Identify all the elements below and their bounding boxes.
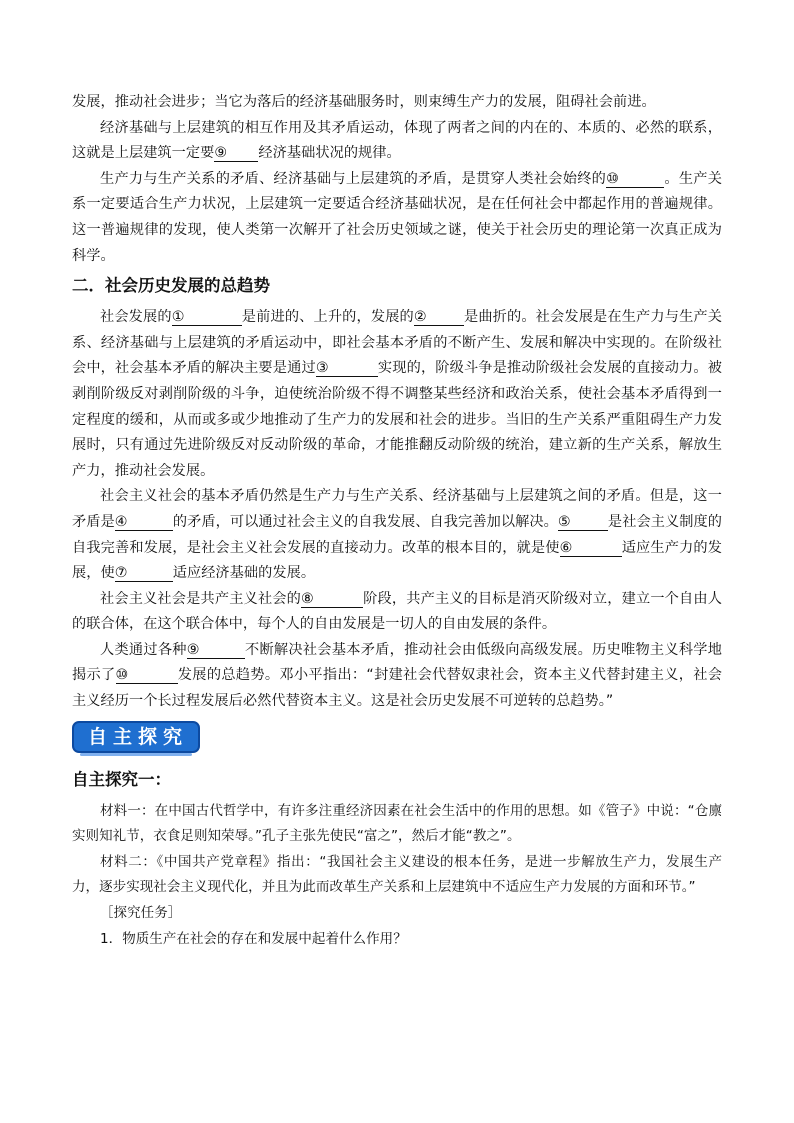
material-two: 材料二：《中国共产党章程》指出：“我国社会主义建设的根本任务，是进一步解放生产力，发展生产力，逐步实现社会主义现代化，并且为此而改革生产关系和上层建筑中不适应生产力发展的方面和环节。” (72, 853, 722, 896)
text-run: 经济基础状况的规律。 (258, 145, 401, 162)
text-run: 阶段，共产主义的目标是消灭阶级对立，建立一个自由人的联合体，在这个联合体中，每个人的自由发展是一切人的自由发展的条件。 (72, 590, 722, 633)
text-run: 适应生产力的发展，使 (72, 539, 722, 582)
fill-blank-9a[interactable]: ⑨ (214, 145, 258, 162)
document-page (72, 90, 722, 952)
text-run: 是曲折的。社会发展是在生产力与生产关系、经济基础与上层建筑的矛盾运动中，即社会基本矛盾的不断产生、发展和解决中实现的。在阶级社会中，社会基本矛盾的解决主要是通过 (72, 309, 722, 377)
text-run: 不断解决社会基本矛盾，推动社会由低级向高级发展。历史唯物主义科学地揭示了 (72, 641, 722, 684)
paragraph-general-trend (72, 638, 722, 715)
fill-blank-3[interactable]: ③ (316, 360, 378, 377)
fill-blank-4[interactable]: ④ (115, 514, 173, 531)
text-run: 社会发展的 (100, 309, 172, 326)
fill-blank-9[interactable]: ⑨ (187, 642, 245, 659)
fill-blank-2[interactable]: ② (414, 309, 464, 326)
paragraph-contradiction-law (72, 167, 722, 269)
text-run: 实现的，阶级斗争是推动阶级社会发展的直接动力。被剥削阶级反对剥削阶级的斗争，迫使统治阶级不得不调整某些经济和政治关系，使社会基本矛盾得到一定程度的缓和，从而或多或少地推动了生产力的发展和社会的进步。当旧的生产关系严重阻碍生产力发展时，只有通过先进阶级反对反动阶级的革命，才能推翻反动阶级的统治，建立新的生产关系，解放生产力，推动社会发展。 (72, 360, 723, 479)
text-run: 是前进的、上升的，发展的 (241, 309, 414, 326)
text-run: 发展的总趋势。邓小平指出：“封建社会代替奴隶社会，资本主义代替封建主义，社会主义经历一个长过程发展后必然代替资本主义。这是社会历史发展不可逆转的总趋势。” (72, 667, 722, 710)
text-run: 是社会主义制度的自我完善和发展，是社会主义社会发展的直接动力。改革的根本目的，就是使 (72, 513, 723, 556)
explore-heading: 自主探究一： (72, 769, 171, 789)
fill-blank-5[interactable]: ⑤ (558, 514, 608, 531)
paragraph-social-development (72, 305, 722, 484)
paragraph-socialist-contradiction (72, 484, 722, 586)
paragraph-base-superstructure (72, 116, 722, 167)
text-run: 社会主义社会的基本矛盾仍然是生产力与生产关系、经济基础与上层建筑之间的矛盾。但是，这一矛盾是 (72, 488, 722, 530)
paragraph-continuation: 发展，推动社会进步；当它为落后的经济基础服务时，则束缚生产力的发展，阻碍社会前进。 (72, 94, 656, 110)
fill-blank-6[interactable]: ⑥ (560, 540, 622, 557)
fill-blank-1[interactable]: ① (172, 309, 242, 326)
text-run: 。生产关系一定要适合生产力状况，上层建筑一定要适合经济基础状况，是在任何社会中都起作用的普遍规律。这一普遍规律的发现，使人类第一次解开了社会历史领域之谜，使关于社会历史的理论第一次真正成为科学。 (72, 170, 722, 264)
paragraph-communism-stage (72, 587, 722, 638)
self-explore-badge: 自主探究 (72, 721, 200, 753)
text-run: 人类通过各种 (100, 641, 187, 658)
text-run: 适应经济基础的发展。 (172, 565, 316, 582)
fill-blank-10[interactable]: ⑩ (116, 667, 178, 684)
text-run: 经济基础与上层建筑的相互作用及其矛盾运动，体现了两者之间的内在的、本质的、必然的联系，这就是上层建筑一定要 (72, 119, 722, 162)
fill-blank-7[interactable]: ⑦ (115, 565, 173, 582)
text-run: 生产力与生产关系的矛盾、经济基础与上层建筑的矛盾，是贯穿人类社会始终的 (100, 170, 607, 187)
task-label: ［探究任务］ (100, 905, 182, 922)
fill-blank-10a[interactable]: ⑩ (606, 171, 664, 188)
badge-wrapper (72, 719, 722, 757)
text-run: 社会主义社会是共产主义社会的 (100, 590, 302, 607)
section-heading: 二．社会历史发展的总趋势 (72, 276, 270, 296)
text-run: 的矛盾，可以通过社会主义的自我发展、自我完善加以解决。 (172, 513, 558, 530)
question-1: 1．物质生产在社会的存在和发展中起着什么作用？ (100, 930, 407, 947)
material-one: 材料一：在中国古代哲学中，有许多注重经济因素在社会生活中的作用的思想。如《管子》中说：“仓廪实则知礼节，衣食足则知荣辱。”孔子主张先使民“富之”，然后才能“教之”。 (72, 802, 722, 845)
fill-blank-8[interactable]: ⑧ (301, 591, 363, 608)
